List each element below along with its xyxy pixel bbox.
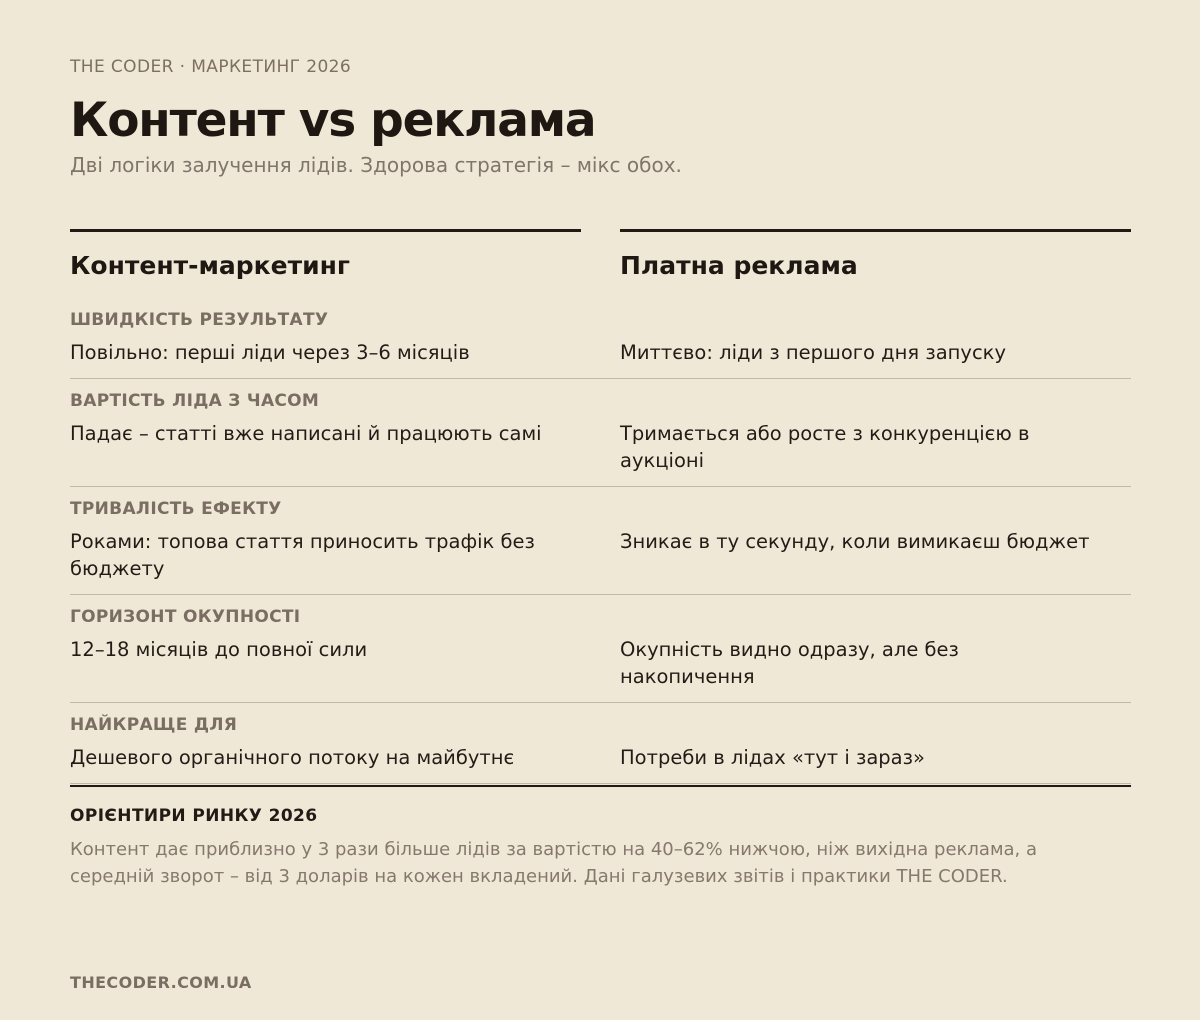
eyebrow-label: THE CODER · МАРКЕТИНГ 2026 <box>70 57 352 77</box>
row-label: ШВИДКІСТЬ РЕЗУЛЬТАТУ <box>70 310 329 330</box>
cell-paid-ads: Зникає в ту секунду, коли вимикаєш бюджет <box>620 530 1090 553</box>
cell-paid-ads: Окупність видно одразу, але без накопичення <box>620 638 959 688</box>
row-label: ТРИВАЛІСТЬ ЕФЕКТУ <box>70 499 282 519</box>
left-column-rule <box>70 229 581 232</box>
page-title: Контент vs реклама <box>70 93 596 148</box>
table-row <box>70 703 1131 784</box>
section-divider <box>70 785 1131 787</box>
column-header-paid-ads: Платна реклама <box>620 251 858 280</box>
table-row <box>70 595 1131 703</box>
row-label: ГОРИЗОНТ ОКУПНОСТІ <box>70 607 301 627</box>
cell-paid-ads: Миттєво: ліди з першого дня запуску <box>620 341 1006 364</box>
cell-content-marketing: Дешевого органічного потоку на майбутнє <box>70 746 515 769</box>
market-note-title: ОРІЄНТИРИ РИНКУ 2026 <box>70 806 318 826</box>
page-subtitle: Дві логіки залучення лідів. Здорова стратегія – мікс обох. <box>70 153 682 177</box>
table-row <box>70 379 1131 487</box>
cell-content-marketing: Роками: топова стаття приносить трафік без бюджету <box>70 530 535 580</box>
cell-paid-ads: Тримається або росте з конкуренцією в аукціоні <box>620 422 1030 472</box>
cell-paid-ads: Потреби в лідах «тут і зараз» <box>620 746 925 769</box>
cell-content-marketing: 12–18 місяців до повної сили <box>70 638 368 661</box>
cell-content-marketing: Повільно: перші ліди через 3–6 місяців <box>70 341 470 364</box>
market-note-text: Контент дає приблизно у 3 рази більше лідів за вартістю на 40–62% нижчою, ніж вихідна реклама, а середній зворот – від 3 доларів на кожен вкладений. Дані галузевих звітів і практики THE CODER. <box>70 839 1038 887</box>
table-row <box>70 487 1131 595</box>
column-header-content-marketing: Контент-маркетинг <box>70 251 350 280</box>
cell-content-marketing: Падає – статті вже написані й працюють самі <box>70 422 542 445</box>
comparison-card <box>70 0 1131 1020</box>
row-label: ВАРТІСТЬ ЛІДА З ЧАСОМ <box>70 391 320 411</box>
table-row <box>70 298 1131 379</box>
right-column-rule <box>620 229 1131 232</box>
row-label: НАЙКРАЩЕ ДЛЯ <box>70 715 238 735</box>
footer-site-link[interactable]: THECODER.COM.UA <box>70 973 252 992</box>
comparison-table <box>70 298 1131 784</box>
